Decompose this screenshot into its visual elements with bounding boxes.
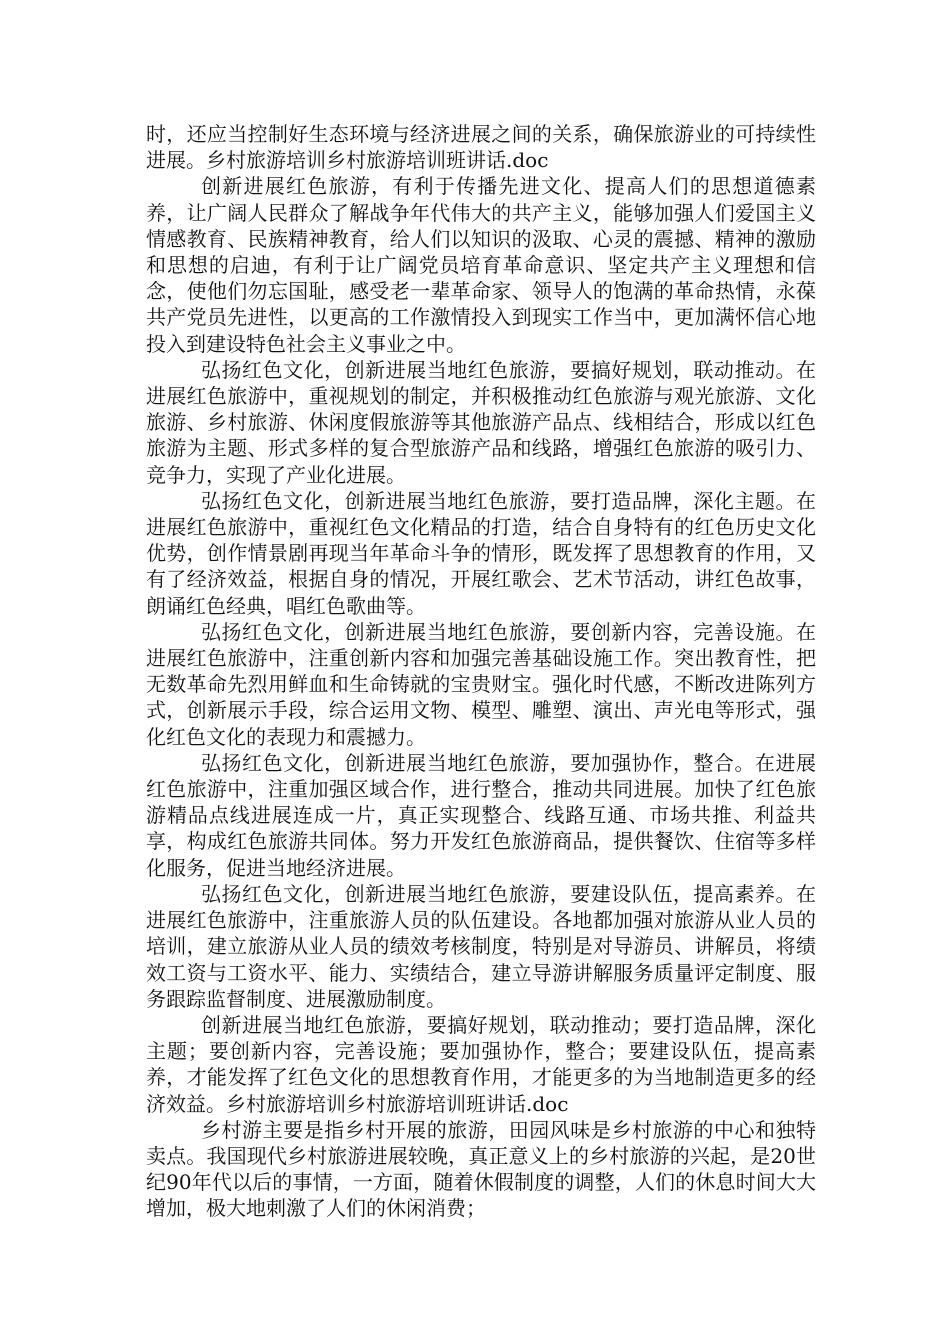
paragraph-9: 乡村游主要是指乡村开展的旅游，田园风味是乡村旅游的中心和独特卖点。我国现代乡村旅游进展较晚，真正意义上的乡村旅游的兴起，是20世纪90年代以后的事情，一方面，随着休假制度的调整，人们的休息时间大大增加，极大地刺激了人们的休闲消费； <box>146 1117 816 1221</box>
paragraph-6: 弘扬红色文化，创新进展当地红色旅游，要加强协作，整合。在进展红色旅游中，注重加强区域合作，进行整合，推动共同进展。加快了红色旅游精品点线进展连成一片，真正实现整合、线路互通、市场共推、利益共享，构成红色旅游共同体。努力开发红色旅游商品，提供餐饮、住宿等多样化服务，促进当地经济进展。 <box>146 750 816 880</box>
paragraph-7: 弘扬红色文化，创新进展当地红色旅游，要建设队伍，提高素养。在进展红色旅游中，注重旅游人员的队伍建设。各地都加强对旅游从业人员的培训，建立旅游从业人员的绩效考核制度，特别是对导游员、讲解员，将绩效工资与工资水平、能力、实绩结合，建立导游讲解服务质量评定制度、服务跟踪监督制度、进展激励制度。 <box>146 881 816 1011</box>
paragraph-3: 弘扬红色文化，创新进展当地红色旅游，要搞好规划，联动推动。在进展红色旅游中，重视规划的制定，并积极推动红色旅游与观光旅游、文化旅游、乡村旅游、休闲度假旅游等其他旅游产品点、线相结合，形成以红色旅游为主题、形式多样的复合型旅游产品和线路，增强红色旅游的吸引力、竞争力，实现了产业化进展。 <box>146 357 816 487</box>
paragraph-5: 弘扬红色文化，创新进展当地红色旅游，要创新内容，完善设施。在进展红色旅游中，注重创新内容和加强完善基础设施工作。突出教育性，把无数革命先烈用鲜血和生命铸就的宝贵财宝。强化时代感，不断改进陈列方式，创新展示手段，综合运用文物、模型、雕塑、演出、声光电等形式，强化红色文化的表现力和震撼力。 <box>146 619 816 749</box>
paragraph-1: 时，还应当控制好生态环境与经济进展之间的关系，确保旅游业的可持续性进展。乡村旅游培训乡村旅游培训班讲话.doc <box>146 122 816 173</box>
paragraph-2: 创新进展红色旅游，有利于传播先进文化、提高人们的思想道德素养，让广阔人民群众了解战争年代伟大的共产主义，能够加强人们爱国主义情感教育、民族精神教育，给人们以知识的汲取、心灵的震撼、精神的激励和思想的启迪，有利于让广阔党员培育革命意识、坚定共产主义理想和信念，使他们勿忘国耻，感受老一辈革命家、领导人的饱满的革命热情，永葆共产党员先进性，以更高的工作激情投入到现实工作当中，更加满怀信心地投入到建设特色社会主义事业之中。 <box>146 174 816 356</box>
document-body <box>146 121 816 1222</box>
paragraph-8: 创新进展当地红色旅游，要搞好规划，联动推动；要打造品牌，深化主题；要创新内容，完善设施；要加强协作，整合；要建设队伍，提高素养，才能发挥了红色文化的思想教育作用，才能更多的为当地制造更多的经济效益。乡村旅游培训乡村旅游培训班讲话.doc <box>146 1012 816 1116</box>
paragraph-4: 弘扬红色文化，创新进展当地红色旅游，要打造品牌，深化主题。在进展红色旅游中，重视红色文化精品的打造，结合自身特有的红色历史文化优势，创作情景剧再现当年革命斗争的情形，既发挥了思想教育的作用，又有了经济效益，根据自身的情况，开展红歌会、艺术节活动，讲红色故事，朗诵红色经典，唱红色歌曲等。 <box>146 488 816 618</box>
